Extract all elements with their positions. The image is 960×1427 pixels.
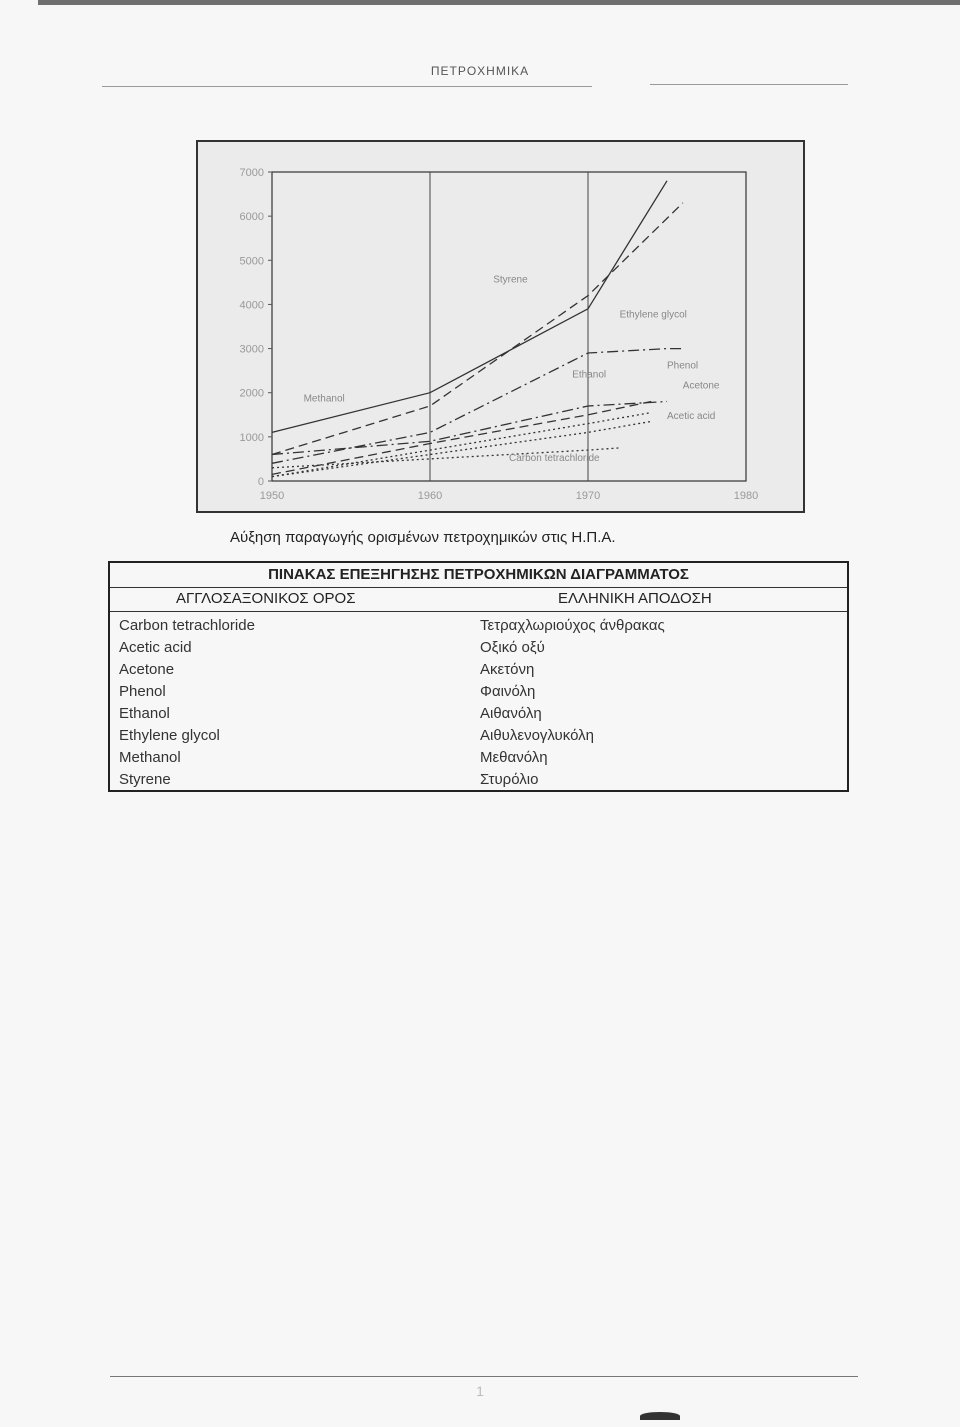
y-tick-label: 6000 (239, 211, 264, 224)
x-tick-label: 1950 (259, 490, 285, 502)
series-label: Acetic acid (667, 411, 716, 423)
series-line (272, 421, 651, 476)
glossary-title: ΠΙΝΑΚΑΣ ΕΠΕΞΗΓΗΣΗΣ ΠΕΤΡΟΧΗΜΙΚΩΝ ΔΙΑΓΡΑΜΜΑΤΟΣ (268, 566, 689, 583)
scan-artifact (640, 1412, 680, 1420)
top-border (38, 0, 960, 5)
x-tick-label: 1980 (733, 490, 759, 502)
page-number: 1 (476, 1383, 484, 1399)
chart-caption: Αύξηση παραγωγής ορισμένων πετροχημικών στις Η.Π.Α. (230, 529, 616, 546)
footer-rule (110, 1376, 858, 1377)
y-tick-label: 3000 (239, 343, 264, 356)
glossary-term-en: Ethanol (119, 705, 170, 722)
glossary-title-rule (110, 587, 847, 588)
glossary-header-rule (110, 611, 847, 612)
glossary-term-gr: Μεθανόλη (480, 749, 548, 766)
series-label: Carbon tetrachloride (509, 453, 600, 465)
series-label: Acetone (682, 380, 720, 392)
glossary-term-en: Acetone (119, 661, 175, 678)
series-label: Styrene (493, 274, 528, 286)
production-chart (196, 140, 805, 513)
glossary-term-en: Phenol (119, 683, 166, 700)
series-label: Phenol (667, 360, 699, 372)
glossary-header-gr: ΕΛΛΗΝΙΚΗ ΑΠΟΔΟΣΗ (558, 590, 712, 607)
glossary-term-gr: Τετραχλωριούχος άνθρακας (480, 617, 665, 634)
series-line (272, 402, 667, 455)
glossary-term-gr: Ακετόνη (480, 661, 535, 678)
glossary-term-en: Styrene (119, 771, 171, 788)
y-tick-label: 2000 (239, 387, 264, 400)
x-tick-label: 1960 (417, 490, 443, 502)
header-rule-right (650, 84, 848, 85)
glossary-term-gr: Στυρόλιο (480, 771, 539, 788)
glossary-term-en: Acetic acid (119, 639, 192, 656)
y-tick-label: 1000 (239, 431, 264, 444)
series-line (272, 349, 683, 464)
glossary-term-en: Carbon tetrachloride (119, 617, 255, 634)
series-label: Methanol (303, 393, 345, 405)
y-tick-label: 5000 (239, 255, 264, 268)
glossary-term-gr: Φαινόλη (480, 683, 536, 700)
running-title: ΠΕΤΡΟΧΗΜΙΚΑ (430, 64, 530, 78)
y-tick-label: 0 (257, 476, 264, 488)
glossary-term-gr: Αιθανόλη (480, 705, 542, 722)
glossary-table (108, 561, 849, 792)
series-label: Ethanol (572, 369, 607, 381)
series-label: Ethylene glycol (619, 309, 687, 321)
plot-area (272, 172, 746, 481)
glossary-term-en: Methanol (119, 749, 181, 766)
x-tick-label: 1970 (575, 490, 601, 502)
glossary-term-en: Ethylene glycol (119, 727, 220, 744)
glossary-header-en: ΑΓΓΛΟΣΑΞΟΝΙΚΟΣ ΟΡΟΣ (176, 590, 356, 607)
header-rule-left (102, 86, 592, 87)
glossary-term-gr: Οξικό οξύ (480, 639, 545, 656)
series-line (272, 413, 651, 477)
y-tick-label: 4000 (239, 299, 264, 312)
chart-svg (198, 142, 803, 511)
glossary-term-gr: Αιθυλενογλυκόλη (480, 727, 594, 744)
y-tick-label: 7000 (239, 167, 264, 179)
